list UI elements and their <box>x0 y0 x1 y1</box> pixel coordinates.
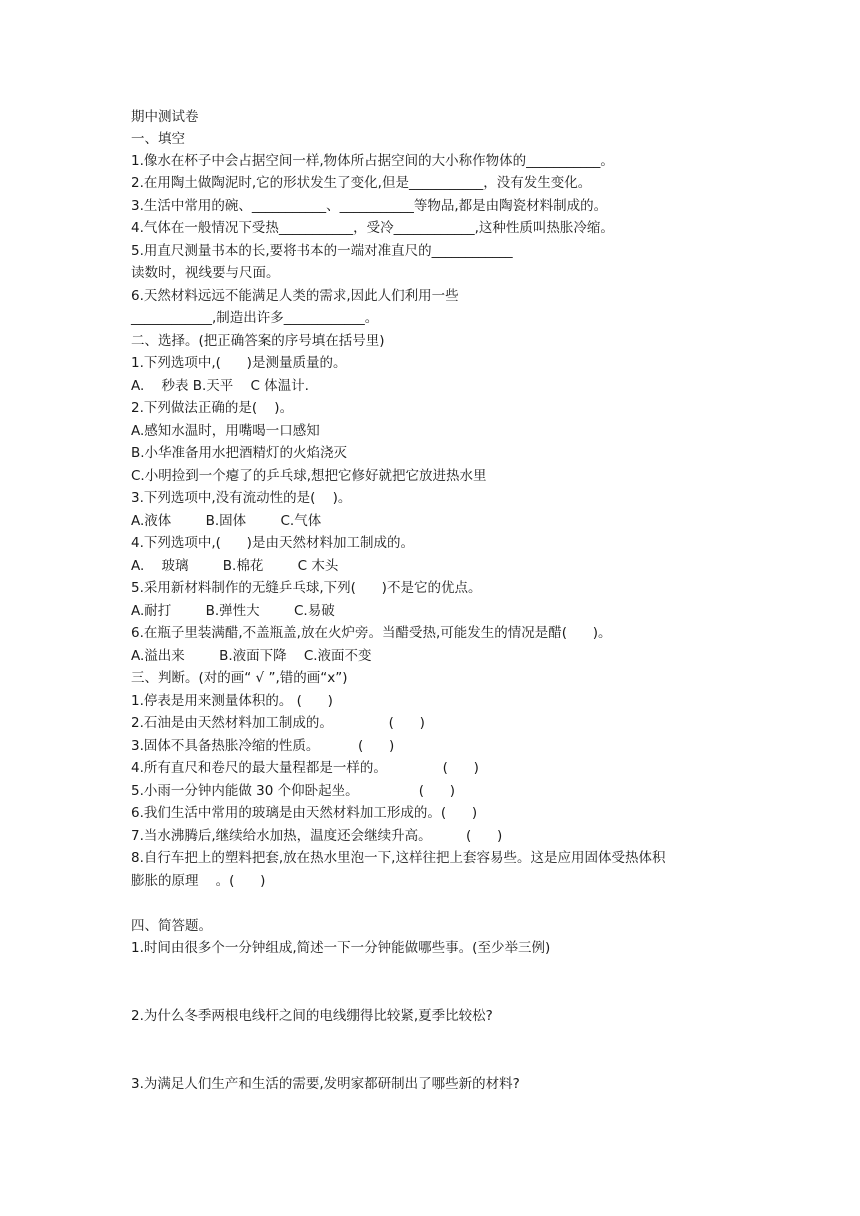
question-line: 5.用直尺测量书本的长,要将书本的一端对准直尺的____________ <box>131 243 513 259</box>
question-line: 2.在用陶土做陶泥时,它的形状发生了变化,但是___________，没有发生变化。 <box>131 175 592 191</box>
section-heading-choice: 二、选择。(把正确答案的序号填在括号里) <box>131 333 385 349</box>
option-line: A. 玻璃 B.棉花 C 木头 <box>131 558 339 574</box>
question-line: 读数时，视线要与尺面。 <box>131 265 280 281</box>
question-line: 3.为满足人们生产和生活的需要,发明家都研制出了哪些新的材料? <box>131 1076 520 1092</box>
question-line: 6.我们生活中常用的玻璃是由天然材料加工形成的。( ) <box>131 805 478 821</box>
option-line: A.液体 B.固体 C.气体 <box>131 513 322 529</box>
question-line: 5.采用新材料制作的无缝乒乓球,下列( )不是它的优点。 <box>131 580 482 596</box>
option-line: A.耐打 B.弹性大 C.易破 <box>131 603 335 619</box>
option-line: A. 秒表 B.天平 C 体温计. <box>131 378 309 394</box>
question-line: 1.时间由很多个一分钟组成,简述一下一分钟能做哪些事。(至少举三例) <box>131 940 551 956</box>
page-title: 期中测试卷 <box>131 109 199 125</box>
question-line: 6.在瓶子里装满醋,不盖瓶盖,放在火炉旁。当醋受热,可能发生的情况是醋( )。 <box>131 625 612 641</box>
question-line: 膨胀的原理 。( ) <box>131 873 266 889</box>
question-line: 6.天然材料远远不能满足人类的需求,因此人们利用一些 <box>131 288 459 304</box>
question-line: 4.下列选项中,( )是由天然材料加工制成的。 <box>131 535 414 551</box>
question-line: 7.当水沸腾后,继续给水加热，温度还会继续升高。 ( ) <box>131 828 503 844</box>
question-line: 4.所有直尺和卷尺的最大量程都是一样的。 ( ) <box>131 760 479 776</box>
question-line: 5.小雨一分钟内能做 30 个仰卧起坐。 ( ) <box>131 783 455 799</box>
question-line: 3.生活中常用的碗、___________、___________等物品,都是由陶瓷材料制成的。 <box>131 198 608 214</box>
question-line: ____________,制造出许多____________。 <box>131 310 379 326</box>
question-line: 8.自行车把上的塑料把套,放在热水里泡一下,这样往把上套容易些。这是应用固体受热体积 <box>131 850 666 866</box>
option-line: C.小明捡到一个瘪了的乒乓球,想把它修好就把它放进热水里 <box>131 468 487 484</box>
question-line: 4.气体在一般情况下受热___________，受冷____________,这种性质叫热胀冷缩。 <box>131 220 614 236</box>
question-line: 3.下列选项中,没有流动性的是( )。 <box>131 490 352 506</box>
question-line: 2.石油是由天然材料加工制成的。 ( ) <box>131 715 425 731</box>
question-line: 1.停表是用来测量体积的。 ( ) <box>131 693 333 709</box>
question-line: 2.下列做法正确的是( )。 <box>131 400 294 416</box>
question-line: 3.固体不具备热胀冷缩的性质。 ( ) <box>131 738 395 754</box>
question-line: 1.下列选项中,( )是测量质量的。 <box>131 355 347 371</box>
section-heading-short-answer: 四、简答题。 <box>131 918 212 934</box>
option-line: B.小华准备用水把酒精灯的火焰浇灭 <box>131 445 348 461</box>
option-line: A.溢出来 B.液面下降 C.液面不变 <box>131 648 372 664</box>
section-heading-judgement: 三、判断。(对的画“ √ ”,错的画“x”) <box>131 670 348 686</box>
option-line: A.感知水温时，用嘴喝一口感知 <box>131 423 320 439</box>
section-heading-fill-blank: 一、填空 <box>131 131 185 147</box>
question-line: 2.为什么冬季两根电线杆之间的电线绷得比较紧,夏季比较松? <box>131 1008 493 1024</box>
question-line: 1.像水在杯子中会占据空间一样,物体所占据空间的大小称作物体的___________。 <box>131 153 614 169</box>
